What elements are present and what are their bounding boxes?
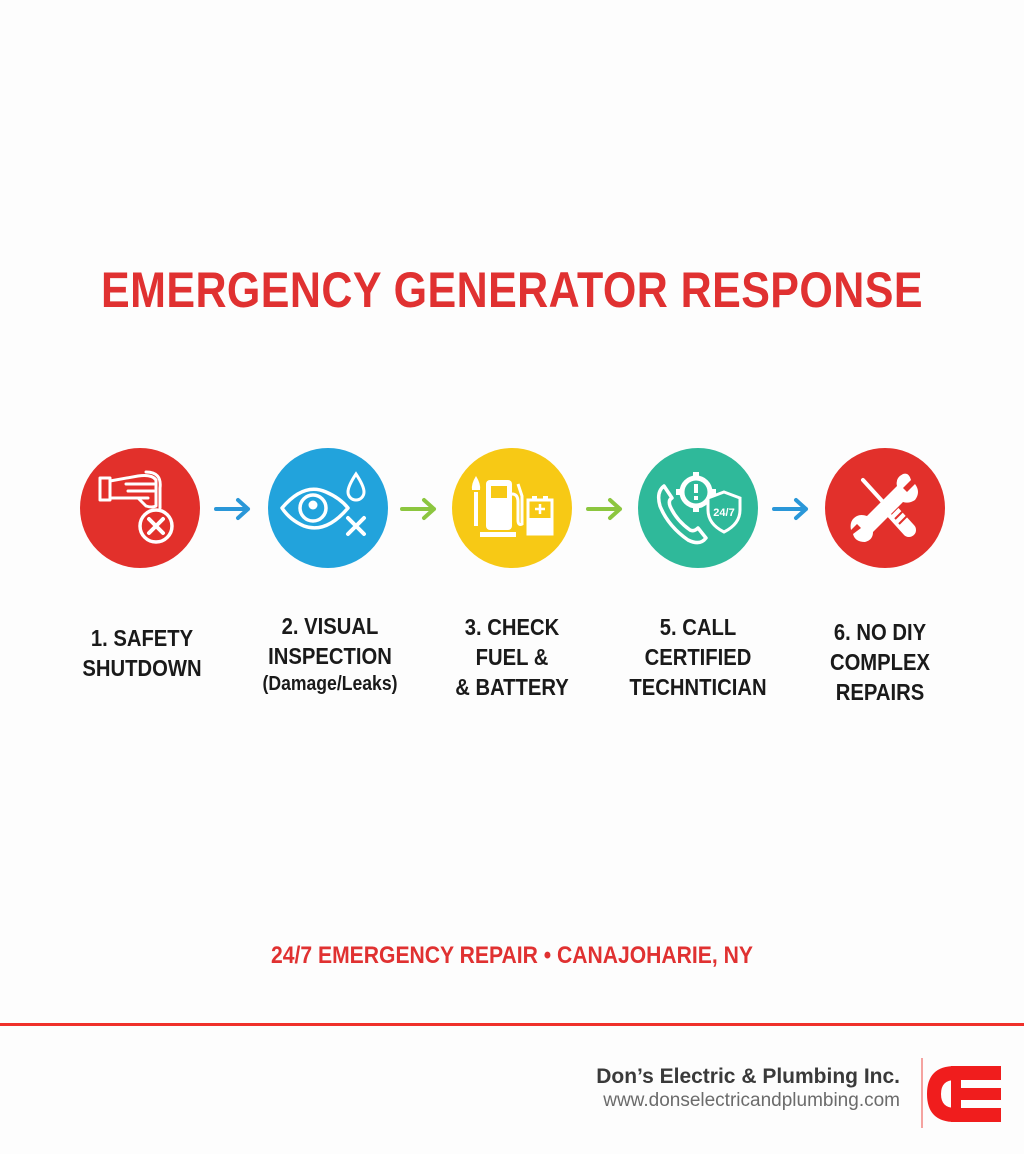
step-5-line-3: REPAIRS [835, 679, 925, 705]
step-5-label [792, 617, 968, 707]
step-2-line-2: INSPECTION [268, 643, 392, 669]
badge-24-7: 24/7 [713, 507, 735, 519]
step-2-subtitle: (Damage/Leaks) [262, 673, 398, 695]
arrow-right-icon [772, 496, 812, 522]
step-3-line-1: 3. CHECK [464, 614, 560, 640]
arrow-right-icon [586, 496, 626, 522]
eye-inspection-icon [268, 448, 388, 568]
step-3-line-2: FUEL & [475, 644, 549, 670]
step-4-circle [638, 448, 758, 568]
hand-stop-icon [80, 448, 200, 568]
page-title: EMERGENCY GENERATOR RESPONSE [100, 262, 924, 318]
arrow-right-icon [400, 496, 440, 522]
step-4-label [610, 612, 786, 702]
company-name: Don’s Electric & Plumbing Inc. [596, 1065, 900, 1088]
step-4-line-1: 5. CALL [659, 614, 737, 640]
step-1-line-2: SHUTDOWN [82, 655, 202, 681]
step-1-line-1: 1. SAFETY [90, 625, 194, 651]
company-url[interactable]: www.donselectricandplumbing.com [603, 1090, 900, 1111]
step-5-line-1: 6. NO DIY [833, 619, 927, 645]
step-2-circle [268, 448, 388, 568]
step-5-line-2: COMPLEX [829, 649, 931, 675]
step-1-label [54, 623, 230, 683]
tagline: 24/7 EMERGENCY REPAIR • CANAJOHARIE, NY [271, 942, 753, 969]
fuel-battery-icon [452, 448, 572, 568]
step-3-label [424, 612, 600, 702]
step-3-circle [452, 448, 572, 568]
footer-divider [0, 1023, 1024, 1026]
call-technician-icon [638, 448, 758, 568]
de-logo-icon [921, 1058, 1003, 1128]
step-2-label [242, 611, 418, 697]
company-logo [921, 1058, 1003, 1128]
step-4-line-2: CERTIFIED [644, 644, 752, 670]
step-1-circle [80, 448, 200, 568]
step-3-line-3: & BATTERY [455, 674, 569, 700]
step-4-line-3: TECHNTICIAN [629, 674, 767, 700]
step-5-circle [825, 448, 945, 568]
step-2-line-1: 2. VISUAL [281, 613, 379, 639]
arrow-right-icon [214, 496, 254, 522]
wrench-screwdriver-icon [825, 448, 945, 568]
